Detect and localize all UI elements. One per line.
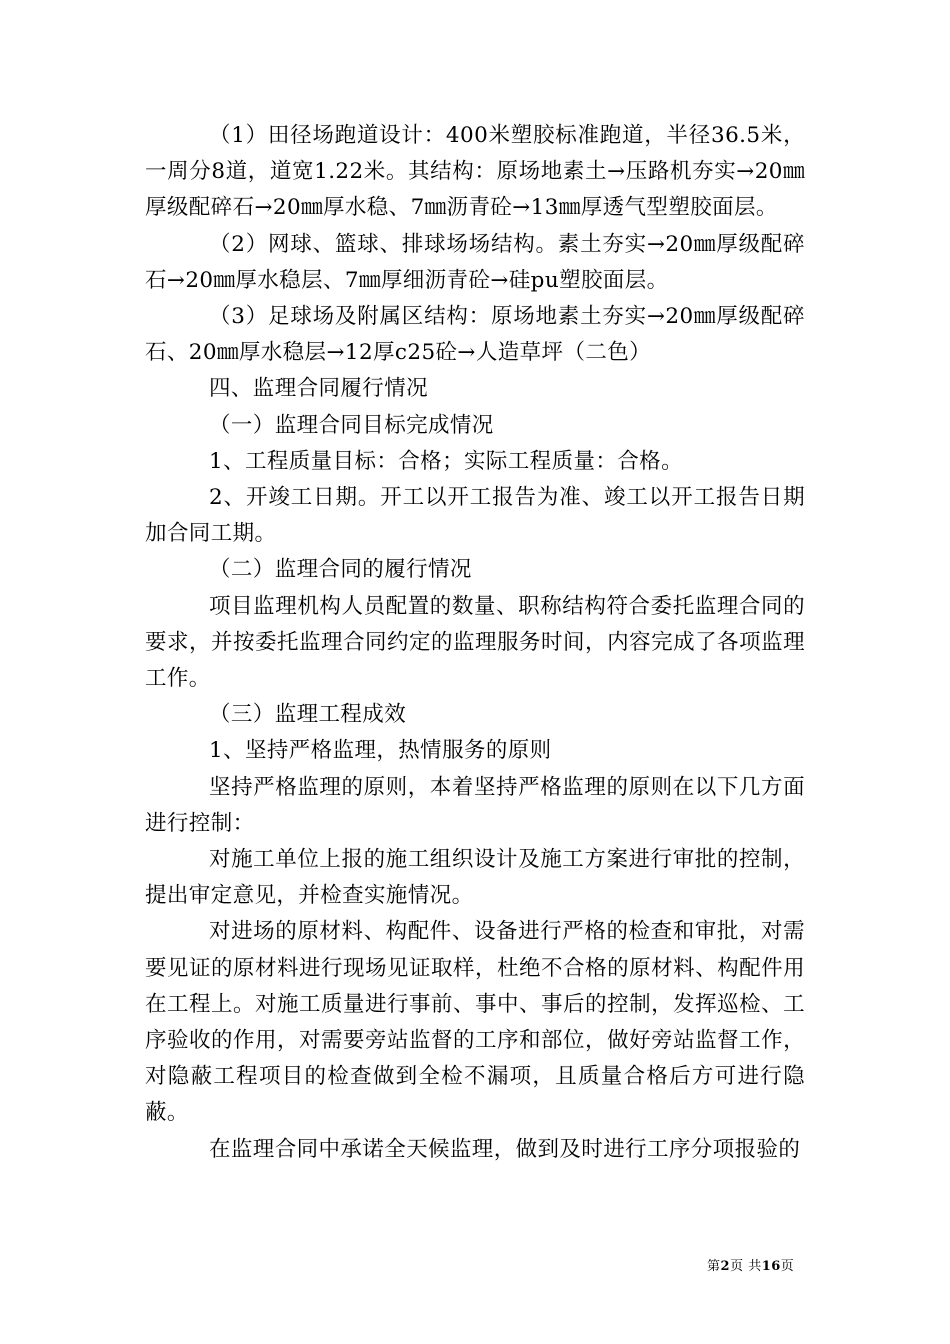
paragraph-quality-target: 1、工程质量目标：合格；实际工程质量：合格。 <box>209 448 683 474</box>
subsection-heading-results: （三）监理工程成效 <box>209 702 407 728</box>
footer-middle: 页 共 <box>730 1259 762 1274</box>
paragraph-track-design: （1）田径场跑道设计：400米塑胶标准跑道，半径36.5米，一周分8道，道宽1.22米。其结构：原场地素土→压路机夯实→20㎜厚级配碎石→20㎜厚水稳、7㎜沥青砼→13㎜厚透气型塑胶面层。 <box>145 123 805 221</box>
subsection-heading-performance: （二）监理合同的履行情况 <box>209 557 472 583</box>
paragraph-principle-heading: 1、坚持严格监理，热情服务的原则 <box>209 738 552 764</box>
footer-suffix: 页 <box>780 1259 795 1274</box>
document-body <box>145 118 805 1168</box>
paragraph-staffing: 项目监理机构人员配置的数量、职称结构符合委托监理合同的要求，并按委托监理合同约定的监理服务时间，内容完成了各项监理工作。 <box>145 593 805 692</box>
page-footer <box>707 1259 794 1275</box>
page-number: 2 <box>720 1259 731 1274</box>
section-heading-contract-performance: 四、监理合同履行情况 <box>209 376 429 402</box>
paragraph-schedule: 2、开竣工日期。开工以开工报告为准、竣工以开工报告日期加合同工期。 <box>145 485 805 547</box>
total-pages: 16 <box>761 1259 781 1274</box>
subsection-heading-targets: （一）监理合同目标完成情况 <box>209 412 494 438</box>
paragraph-material-inspection: 对进场的原材料、构配件、设备进行严格的检查和审批，对需要见证的原材料进行现场见证取样，杜绝不合格的原材料、构配件用在工程上。对施工质量进行事前、事中、事后的控制，发挥巡检、工序验收的作用，对需要旁站监督的工序和部位，做好旁站监督工作，对隐蔽工程项目的检查做到全检不漏项，且质量合格后方可进行隐蔽。 <box>145 919 805 1126</box>
paragraph-strict-supervision: 坚持严格监理的原则，本着坚持严格监理的原则在以下几方面进行控制： <box>145 774 805 836</box>
footer-prefix: 第 <box>707 1259 721 1274</box>
paragraph-plan-review: 对施工单位上报的施工组织设计及施工方案进行审批的控制，提出审定意见，并检查实施情况。 <box>145 847 805 909</box>
paragraph-court-structure: （2）网球、篮球、排球场场结构。素土夯实→20㎜厚级配碎石→20㎜厚水稳层、7㎜厚细沥青砼→硅pu塑胶面层。 <box>145 231 805 293</box>
paragraph-all-weather: 在监理合同中承诺全天候监理，做到及时进行工序分项报验的 <box>209 1136 801 1162</box>
paragraph-football-structure: （3）足球场及附属区结构：原场地素土夯实→20㎜厚级配碎石、20㎜厚水稳层→12厚c25砼→人造草坪（二色） <box>145 304 805 366</box>
